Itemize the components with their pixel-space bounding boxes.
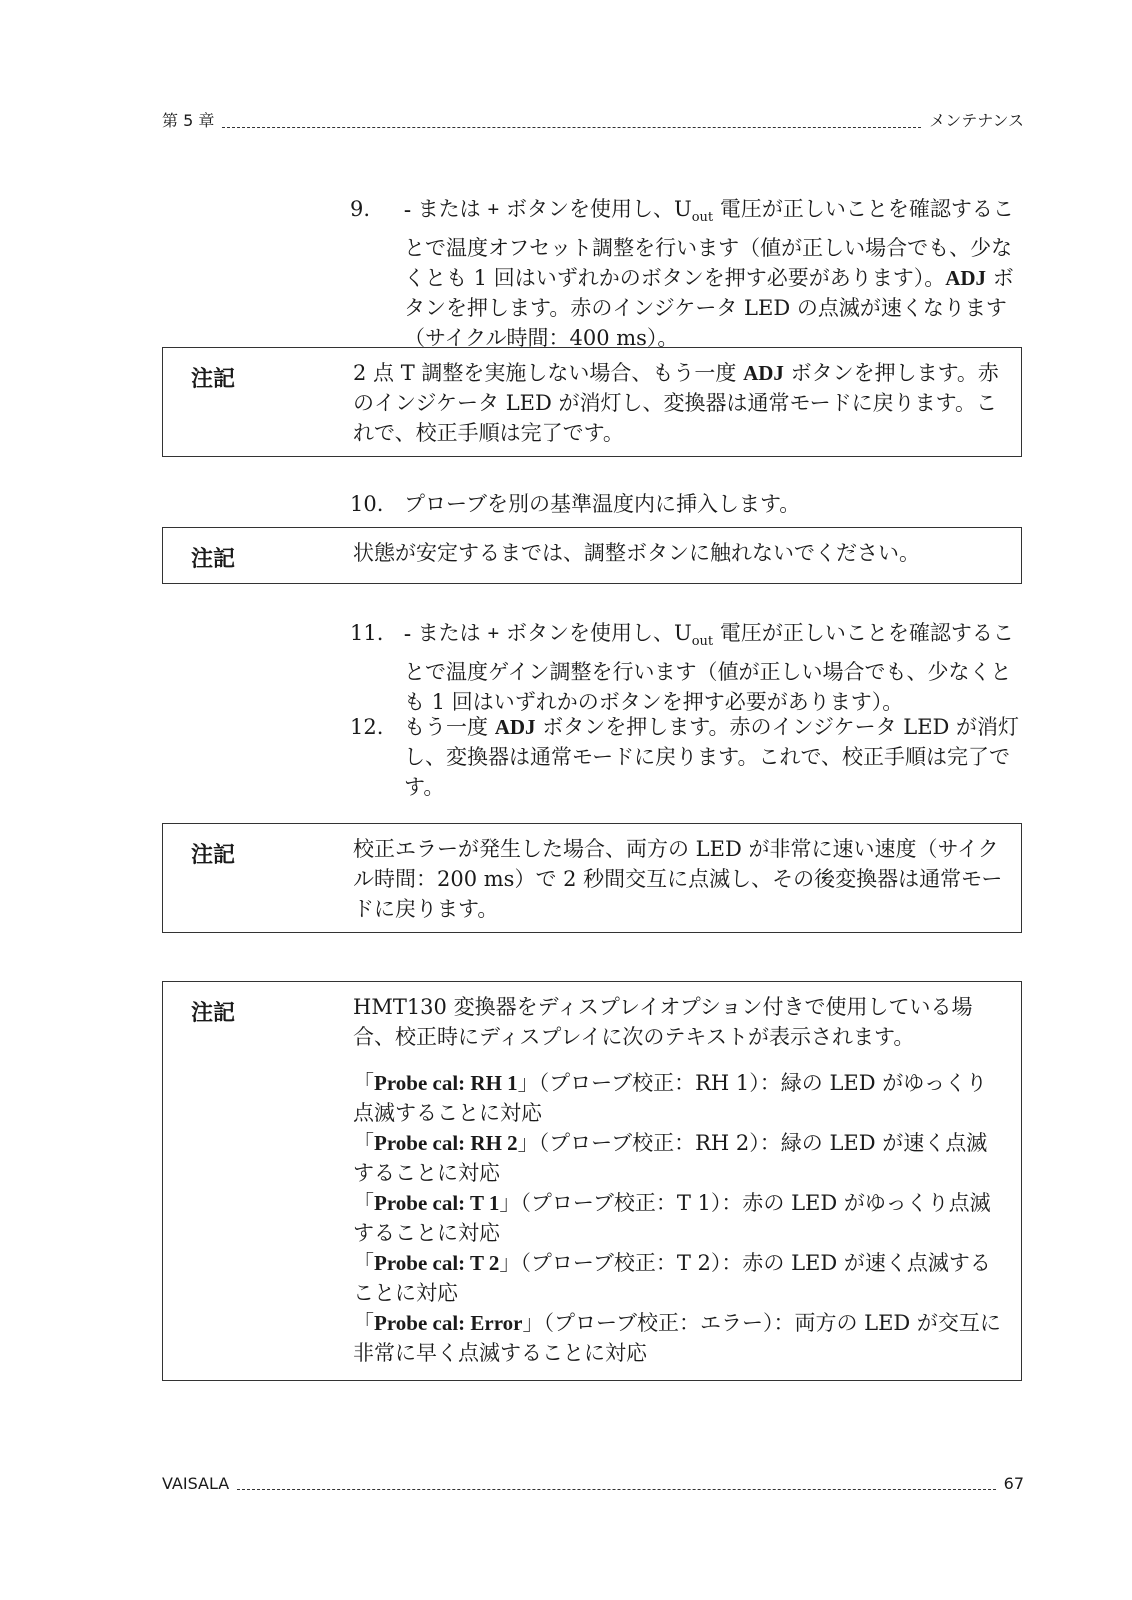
adj-key: ADJ <box>945 266 987 291</box>
step-10 <box>350 489 1020 519</box>
step-number: 11. <box>350 621 384 645</box>
page-footer <box>162 1474 1024 1493</box>
minus-key: - <box>404 621 411 645</box>
display-text-item <box>353 1128 1007 1188</box>
step-9 <box>350 194 1020 353</box>
bracket: 「 <box>353 1131 374 1155</box>
page-number: 67 <box>1003 1474 1024 1493</box>
text-run: もう一度 <box>404 715 495 739</box>
note-box-1 <box>162 347 1022 457</box>
plus-key: + <box>487 621 500 645</box>
item-description: 」（プローブ校正：T 1）：赤の LED がゆっくり点滅することに対応 <box>353 1191 991 1245</box>
display-text: Probe cal: RH 1 <box>374 1071 518 1095</box>
note-box-2 <box>162 527 1022 584</box>
display-text: Probe cal: Error <box>374 1311 523 1335</box>
subscript: out <box>691 634 714 650</box>
note-intro: HMT130 変換器をディスプレイオプション付きで使用している場合、校正時にディスプレイに次のテキストが表示されます。 <box>353 995 973 1049</box>
step-number: 12. <box>350 715 384 739</box>
text-run: ボタンを押します。赤のインジケータ LED が消灯し、変換器は通常モードに戻ります。これで、校正手順は完了です。 <box>353 361 999 445</box>
text-run: ボタンを押します。赤のインジケータ LED の点滅が速くなります（サイクル時間：400 ms）。 <box>404 266 1014 351</box>
note-text: 校正エラーが発生した場合、両方の LED が非常に速い速度（サイクル時間：200 ms）で 2 秒間交互に点滅し、その後変換器は通常モードに戻ります。 <box>353 837 1003 921</box>
page-header <box>162 108 1024 131</box>
step-number: 10. <box>350 492 384 516</box>
text-run: ボタンを使用し、U <box>499 621 692 645</box>
step-text <box>404 618 1020 717</box>
display-text: Probe cal: T 1 <box>374 1191 500 1215</box>
bracket: 「 <box>353 1191 374 1215</box>
step-12 <box>350 712 1020 802</box>
note-box-4 <box>162 981 1022 1381</box>
text-run: ボタンを押します。赤のインジケータ LED が消灯し、変換器は通常モードに戻ります。これで、校正手順は完了です。 <box>404 715 1020 799</box>
display-text-item <box>353 1188 1007 1248</box>
display-text-item <box>353 1068 1007 1128</box>
bracket: 「 <box>353 1311 374 1335</box>
brand-name: VAISALA <box>162 1474 230 1493</box>
bracket: 「 <box>353 1071 374 1095</box>
note-label: 注記 <box>191 367 236 392</box>
subscript: out <box>691 210 714 226</box>
step-11 <box>350 618 1020 717</box>
plus-key: + <box>487 197 500 221</box>
note-text <box>353 982 1021 1380</box>
display-text-item <box>353 1308 1007 1368</box>
chapter-label: 第 5 章 <box>162 111 215 130</box>
text-run: 電圧が正しいことを確認することで温度オフセット調整を行います（値が正しい場合でも、少なくとも 1 回はいずれかのボタンを押す必要があります）。 <box>404 197 1014 291</box>
section-title: メンテナンス <box>929 111 1024 130</box>
note-label: 注記 <box>191 1001 236 1026</box>
text-run: または <box>411 621 488 645</box>
item-description: 」（プローブ校正：RH 2）：緑の LED が速く点滅することに対応 <box>353 1131 988 1185</box>
text-run: または <box>411 197 488 221</box>
display-text: Probe cal: T 2 <box>374 1251 500 1275</box>
step-text: プローブを別の基準温度内に挿入します。 <box>404 492 801 516</box>
item-description: 」（プローブ校正：エラー）：両方の LED が交互に非常に早く点滅することに対応 <box>353 1311 1001 1365</box>
spacer <box>353 1052 1007 1068</box>
item-description: 」（プローブ校正：T 2）：赤の LED が速く点滅することに対応 <box>353 1251 991 1305</box>
text-run: 2 点 T 調整を実施しない場合、もう一度 <box>353 361 744 385</box>
text-run: ボタンを使用し、U <box>499 197 692 221</box>
header-rule <box>222 126 921 128</box>
step-text <box>404 712 1020 802</box>
note-box-3 <box>162 823 1022 933</box>
note-label: 注記 <box>191 843 236 868</box>
note-text: 状態が安定するまでは、調整ボタンに触れないでください。 <box>353 541 920 565</box>
minus-key: - <box>404 197 411 221</box>
note-text <box>353 348 1021 456</box>
note-label: 注記 <box>191 547 236 572</box>
bracket: 「 <box>353 1251 374 1275</box>
item-description: 」（プローブ校正：RH 1）：緑の LED がゆっくり点滅することに対応 <box>353 1071 988 1125</box>
adj-key: ADJ <box>494 715 536 739</box>
display-text: Probe cal: RH 2 <box>374 1131 518 1155</box>
display-text-item <box>353 1248 1007 1308</box>
step-number: 9. <box>350 197 371 221</box>
step-text <box>404 194 1020 353</box>
text-run: 電圧が正しいことを確認することで温度ゲイン調整を行います（値が正しい場合でも、少なくとも 1 回はいずれかのボタンを押す必要があります）。 <box>404 621 1014 715</box>
adj-key: ADJ <box>743 361 784 385</box>
footer-rule <box>237 1488 995 1490</box>
